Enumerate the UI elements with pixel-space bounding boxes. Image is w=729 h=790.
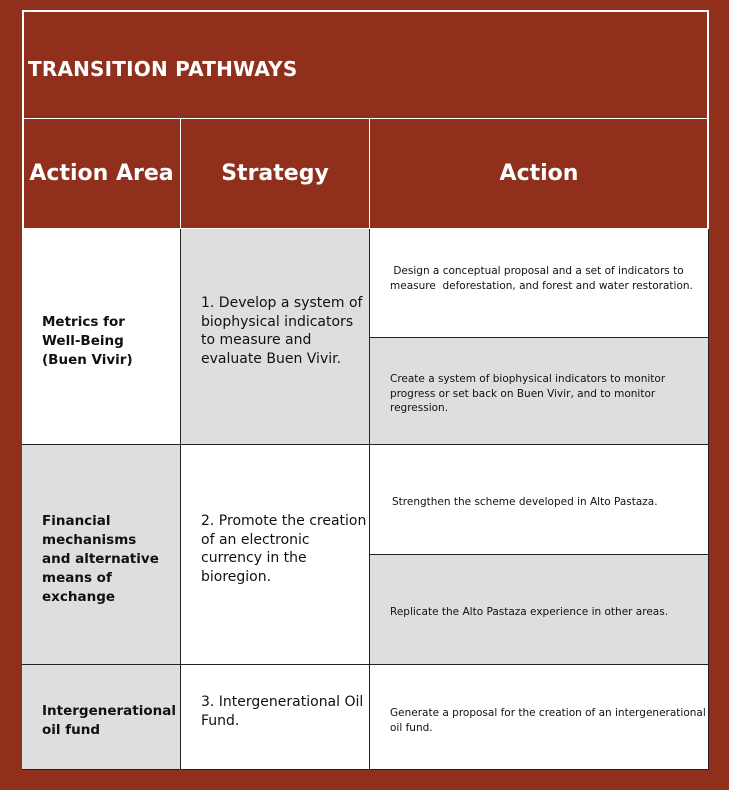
row-2-action-2: Replicate the Alto Pastaza experience in other areas. [390, 606, 669, 618]
row-2-action-1-cell [370, 445, 709, 555]
row-2-action-2-cell [370, 555, 709, 665]
row-3-strategy: 3. Intergenerational Oil Fund. [201, 694, 364, 729]
row-3-action-1-cell [370, 665, 709, 770]
header-strategy: Strategy [180, 118, 370, 229]
row-3-action-1: Generate a proposal for the creation of an intergenerational oil fund. [390, 707, 706, 734]
row-2-strategy-cell [181, 445, 370, 665]
row-1-strategy-cell [181, 229, 370, 445]
page-title: TRANSITION PATHWAYS [28, 57, 298, 81]
row-1-action-1-cell [370, 229, 709, 338]
row-1-action-1: Design a conceptual proposal and a set of indicators to measure deforestation, and forest and water restoration. [390, 265, 693, 292]
row-1-strategy: 1. Develop a system of biophysical indicators to measure and evaluate Buen Vivir. [201, 295, 363, 367]
row-3-strategy-cell [181, 665, 370, 770]
row-2-area-cell [22, 445, 181, 665]
row-3-area: Intergenerational oil fund [42, 703, 176, 738]
header-action: Action [369, 118, 709, 229]
row-2-action-1: Strengthen the scheme developed in Alto Pastaza. [392, 496, 658, 508]
row-2-area: Financial mechanisms and alternative means of exchange [42, 513, 159, 605]
header-action-area: Action Area [22, 118, 181, 229]
row-3-area-cell [22, 665, 181, 770]
row-1-area-cell [22, 229, 181, 445]
row-1-action-2: Create a system of biophysical indicators to monitor progress or set back on Buen Vivir, and to monitor regression. [390, 373, 666, 414]
row-1-area: Metrics for Well-Being (Buen Vivir) [42, 314, 133, 368]
row-2-strategy: 2. Promote the creation of an electronic currency in the bioregion. [201, 513, 367, 585]
row-1-action-2-cell [370, 338, 709, 445]
